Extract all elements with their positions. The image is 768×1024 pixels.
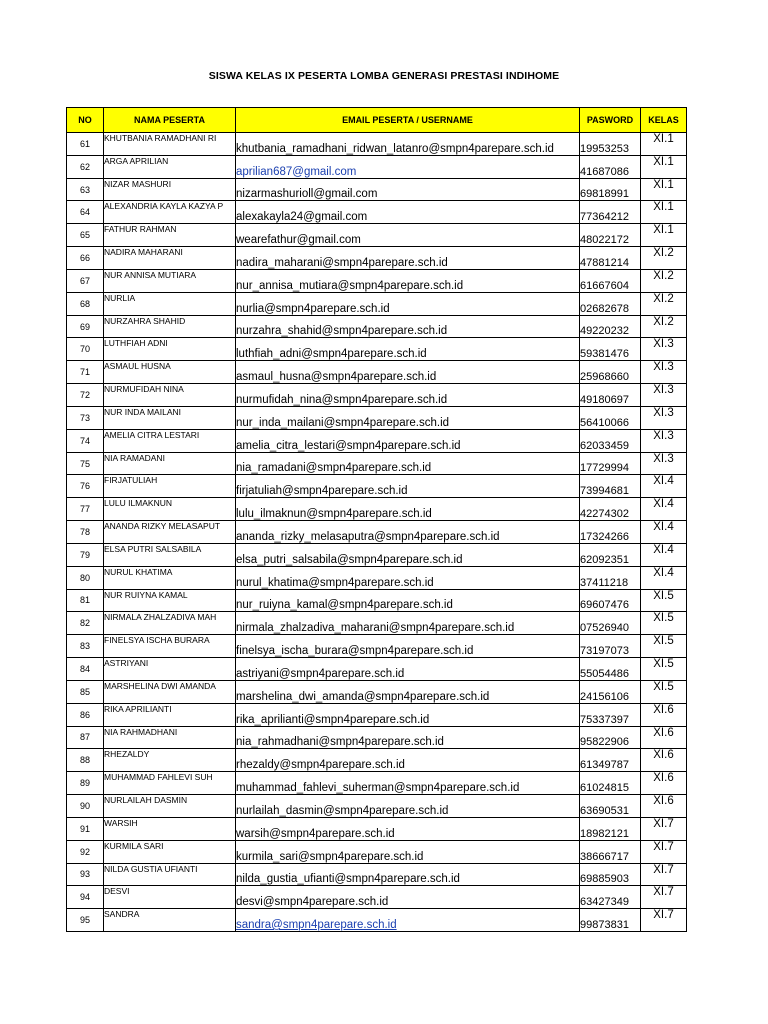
- cell-email: elsa_putri_salsabila@smpn4parepare.sch.id: [236, 543, 580, 566]
- header-no: NO: [67, 108, 104, 133]
- cell-nama-peserta: KURMILA SARI: [104, 840, 236, 863]
- cell-no: 67: [67, 269, 104, 292]
- cell-email: alexakayla24@gmail.com: [236, 201, 580, 224]
- cell-kelas: XI.3: [641, 406, 687, 429]
- cell-no: 79: [67, 543, 104, 566]
- cell-kelas: XI.3: [641, 338, 687, 361]
- table-row: [67, 498, 687, 521]
- cell-pasword: 02682678: [580, 292, 641, 315]
- table-row: [67, 178, 687, 201]
- cell-kelas: XI.7: [641, 817, 687, 840]
- cell-email: rhezaldy@smpn4parepare.sch.id: [236, 749, 580, 772]
- cell-pasword: 75337397: [580, 703, 641, 726]
- cell-email: ananda_rizky_melasaputra@smpn4parepare.sch.id: [236, 521, 580, 544]
- header-kelas: KELAS: [641, 108, 687, 133]
- cell-nama-peserta: ANANDA RIZKY MELASAPUT: [104, 521, 236, 544]
- cell-kelas: XI.7: [641, 886, 687, 909]
- cell-email: warsih@smpn4parepare.sch.id: [236, 817, 580, 840]
- header-nama-peserta: NAMA PESERTA: [104, 108, 236, 133]
- cell-kelas: XI.7: [641, 840, 687, 863]
- table-row: [67, 155, 687, 178]
- cell-kelas: XI.3: [641, 429, 687, 452]
- cell-pasword: 99873831: [580, 909, 641, 932]
- cell-email: marshelina_dwi_amanda@smpn4parepare.sch.id: [236, 680, 580, 703]
- cell-email: lulu_ilmaknun@smpn4parepare.sch.id: [236, 498, 580, 521]
- cell-pasword: 69818991: [580, 178, 641, 201]
- cell-kelas: XI.6: [641, 749, 687, 772]
- cell-kelas: XI.1: [641, 178, 687, 201]
- cell-no: 73: [67, 406, 104, 429]
- cell-nama-peserta: ELSA PUTRI SALSABILA: [104, 543, 236, 566]
- document-title: SISWA KELAS IX PESERTA LOMBA GENERASI PRESTASI INDIHOME: [208, 70, 560, 82]
- table-row: [67, 589, 687, 612]
- cell-email[interactable]: aprilian687@gmail.com: [236, 155, 580, 178]
- cell-no: 78: [67, 521, 104, 544]
- cell-kelas: XI.7: [641, 863, 687, 886]
- cell-nama-peserta: ARGA APRILIAN: [104, 155, 236, 178]
- cell-pasword: 56410066: [580, 406, 641, 429]
- table-row: [67, 840, 687, 863]
- cell-email: nizarmashurioll@gmail.com: [236, 178, 580, 201]
- cell-kelas: XI.4: [641, 543, 687, 566]
- table-row: [67, 384, 687, 407]
- cell-email: nia_rahmadhani@smpn4parepare.sch.id: [236, 726, 580, 749]
- cell-kelas: XI.6: [641, 795, 687, 818]
- table-row: [67, 886, 687, 909]
- cell-kelas: XI.2: [641, 269, 687, 292]
- table-row: [67, 315, 687, 338]
- cell-pasword: 07526940: [580, 612, 641, 635]
- cell-nama-peserta: SANDRA: [104, 909, 236, 932]
- cell-no: 91: [67, 817, 104, 840]
- cell-pasword: 95822906: [580, 726, 641, 749]
- table-row: [67, 749, 687, 772]
- cell-pasword: 61024815: [580, 772, 641, 795]
- cell-no: 75: [67, 452, 104, 475]
- cell-nama-peserta: RHEZALDY: [104, 749, 236, 772]
- cell-email: asmaul_husna@smpn4parepare.sch.id: [236, 361, 580, 384]
- table-row: [67, 247, 687, 270]
- cell-email: nur_inda_mailani@smpn4parepare.sch.id: [236, 406, 580, 429]
- cell-kelas: XI.3: [641, 361, 687, 384]
- cell-pasword: 42274302: [580, 498, 641, 521]
- cell-no: 83: [67, 635, 104, 658]
- cell-kelas: XI.5: [641, 658, 687, 681]
- cell-email: luthfiah_adni@smpn4parepare.sch.id: [236, 338, 580, 361]
- cell-no: 80: [67, 566, 104, 589]
- table-row: [67, 817, 687, 840]
- cell-kelas: XI.4: [641, 475, 687, 498]
- cell-email: amelia_citra_lestari@smpn4parepare.sch.id: [236, 429, 580, 452]
- cell-no: 71: [67, 361, 104, 384]
- cell-kelas: XI.2: [641, 315, 687, 338]
- cell-nama-peserta: NIA RAHMADHANI: [104, 726, 236, 749]
- cell-kelas: XI.7: [641, 909, 687, 932]
- cell-nama-peserta: NURLAILAH DASMIN: [104, 795, 236, 818]
- cell-no: 77: [67, 498, 104, 521]
- cell-kelas: XI.6: [641, 772, 687, 795]
- cell-kelas: XI.4: [641, 566, 687, 589]
- cell-pasword: 62033459: [580, 429, 641, 452]
- table-row: [67, 543, 687, 566]
- cell-no: 72: [67, 384, 104, 407]
- cell-email: nia_ramadani@smpn4parepare.sch.id: [236, 452, 580, 475]
- cell-nama-peserta: DESVI: [104, 886, 236, 909]
- cell-kelas: XI.4: [641, 498, 687, 521]
- cell-no: 88: [67, 749, 104, 772]
- cell-kelas: XI.3: [641, 384, 687, 407]
- table-row: [67, 521, 687, 544]
- cell-pasword: 41687086: [580, 155, 641, 178]
- cell-nama-peserta: FINELSYA ISCHA BURARA: [104, 635, 236, 658]
- cell-nama-peserta: NIRMALA ZHALZADIVA MAH: [104, 612, 236, 635]
- cell-pasword: 19953253: [580, 133, 641, 156]
- cell-no: 82: [67, 612, 104, 635]
- cell-email: khutbania_ramadhani_ridwan_latanro@smpn4parepare.sch.id: [236, 133, 580, 156]
- cell-pasword: 48022172: [580, 224, 641, 247]
- cell-pasword: 77364212: [580, 201, 641, 224]
- cell-nama-peserta: NADIRA MAHARANI: [104, 247, 236, 270]
- cell-kelas: XI.5: [641, 680, 687, 703]
- cell-pasword: 62092351: [580, 543, 641, 566]
- cell-email: desvi@smpn4parepare.sch.id: [236, 886, 580, 909]
- cell-pasword: 63690531: [580, 795, 641, 818]
- cell-nama-peserta: MUHAMMAD FAHLEVI SUH: [104, 772, 236, 795]
- cell-kelas: XI.5: [641, 589, 687, 612]
- cell-no: 65: [67, 224, 104, 247]
- cell-nama-peserta: NIA RAMADANI: [104, 452, 236, 475]
- cell-no: 87: [67, 726, 104, 749]
- cell-pasword: 17729994: [580, 452, 641, 475]
- cell-pasword: 61667604: [580, 269, 641, 292]
- cell-email: nadira_maharani@smpn4parepare.sch.id: [236, 247, 580, 270]
- cell-email: nurlailah_dasmin@smpn4parepare.sch.id: [236, 795, 580, 818]
- cell-email: nurzahra_shahid@smpn4parepare.sch.id: [236, 315, 580, 338]
- cell-no: 93: [67, 863, 104, 886]
- table-row: [67, 658, 687, 681]
- table-row: [67, 772, 687, 795]
- participants-table: [66, 107, 687, 932]
- cell-no: 70: [67, 338, 104, 361]
- cell-nama-peserta: MARSHELINA DWI AMANDA: [104, 680, 236, 703]
- cell-email: nurlia@smpn4parepare.sch.id: [236, 292, 580, 315]
- table-row: [67, 361, 687, 384]
- cell-no: 95: [67, 909, 104, 932]
- cell-nama-peserta: NURZAHRA SHAHID: [104, 315, 236, 338]
- cell-nama-peserta: RIKA APRILIANTI: [104, 703, 236, 726]
- cell-pasword: 73994681: [580, 475, 641, 498]
- table-row: [67, 612, 687, 635]
- cell-pasword: 47881214: [580, 247, 641, 270]
- header-row: [67, 108, 687, 133]
- cell-nama-peserta: NILDA GUSTIA UFIANTI: [104, 863, 236, 886]
- table-body: [67, 133, 687, 932]
- cell-pasword: 25968660: [580, 361, 641, 384]
- cell-no: 64: [67, 201, 104, 224]
- cell-pasword: 69885903: [580, 863, 641, 886]
- cell-nama-peserta: LUTHFIAH ADNI: [104, 338, 236, 361]
- cell-no: 94: [67, 886, 104, 909]
- cell-email: kurmila_sari@smpn4parepare.sch.id: [236, 840, 580, 863]
- table-row: [67, 338, 687, 361]
- cell-no: 86: [67, 703, 104, 726]
- cell-nama-peserta: NURLIA: [104, 292, 236, 315]
- cell-pasword: 61349787: [580, 749, 641, 772]
- cell-no: 92: [67, 840, 104, 863]
- cell-email: muhammad_fahlevi_suherman@smpn4parepare.sch.id: [236, 772, 580, 795]
- cell-nama-peserta: FATHUR RAHMAN: [104, 224, 236, 247]
- table-row: [67, 406, 687, 429]
- table-row: [67, 201, 687, 224]
- header-email-peserta: EMAIL PESERTA / USERNAME: [236, 108, 580, 133]
- table-row: [67, 795, 687, 818]
- cell-pasword: 59381476: [580, 338, 641, 361]
- cell-no: 69: [67, 315, 104, 338]
- cell-email: nirmala_zhalzadiva_maharani@smpn4parepare.sch.id: [236, 612, 580, 635]
- table-row: [67, 863, 687, 886]
- cell-no: 90: [67, 795, 104, 818]
- table-row: [67, 726, 687, 749]
- cell-email: rika_aprilianti@smpn4parepare.sch.id: [236, 703, 580, 726]
- cell-nama-peserta: ALEXANDRIA KAYLA KAZYA P: [104, 201, 236, 224]
- table-row: [67, 224, 687, 247]
- table-row: [67, 292, 687, 315]
- cell-no: 74: [67, 429, 104, 452]
- table-row: [67, 475, 687, 498]
- cell-kelas: XI.1: [641, 224, 687, 247]
- cell-no: 63: [67, 178, 104, 201]
- cell-nama-peserta: ASMAUL HUSNA: [104, 361, 236, 384]
- cell-email: nur_annisa_mutiara@smpn4parepare.sch.id: [236, 269, 580, 292]
- cell-kelas: XI.5: [641, 612, 687, 635]
- cell-kelas: XI.6: [641, 703, 687, 726]
- cell-no: 66: [67, 247, 104, 270]
- cell-email: finelsya_ischa_burara@smpn4parepare.sch.id: [236, 635, 580, 658]
- cell-nama-peserta: AMELIA CITRA LESTARI: [104, 429, 236, 452]
- table-row: [67, 133, 687, 156]
- cell-pasword: 18982121: [580, 817, 641, 840]
- cell-email: astriyani@smpn4parepare.sch.id: [236, 658, 580, 681]
- cell-email: firjatuliah@smpn4parepare.sch.id: [236, 475, 580, 498]
- cell-pasword: 55054486: [580, 658, 641, 681]
- cell-kelas: XI.3: [641, 452, 687, 475]
- cell-no: 61: [67, 133, 104, 156]
- table-row: [67, 269, 687, 292]
- cell-email: wearefathur@gmail.com: [236, 224, 580, 247]
- cell-pasword: 38666717: [580, 840, 641, 863]
- cell-kelas: XI.1: [641, 155, 687, 178]
- cell-nama-peserta: NIZAR MASHURI: [104, 178, 236, 201]
- cell-kelas: XI.5: [641, 635, 687, 658]
- cell-no: 81: [67, 589, 104, 612]
- cell-nama-peserta: WARSIH: [104, 817, 236, 840]
- cell-no: 76: [67, 475, 104, 498]
- cell-pasword: 49220232: [580, 315, 641, 338]
- table-row: [67, 909, 687, 932]
- table-row: [67, 566, 687, 589]
- cell-pasword: 49180697: [580, 384, 641, 407]
- cell-no: 68: [67, 292, 104, 315]
- cell-pasword: 24156106: [580, 680, 641, 703]
- cell-nama-peserta: ASTRIYANI: [104, 658, 236, 681]
- table-row: [67, 429, 687, 452]
- cell-nama-peserta: NUR RUIYNA KAMAL: [104, 589, 236, 612]
- cell-nama-peserta: FIRJATULIAH: [104, 475, 236, 498]
- cell-kelas: XI.2: [641, 292, 687, 315]
- cell-nama-peserta: NUR INDA MAILANI: [104, 406, 236, 429]
- cell-nama-peserta: NUR ANNISA MUTIARA: [104, 269, 236, 292]
- cell-pasword: 63427349: [580, 886, 641, 909]
- cell-nama-peserta: LULU ILMAKNUN: [104, 498, 236, 521]
- cell-pasword: 69607476: [580, 589, 641, 612]
- cell-no: 62: [67, 155, 104, 178]
- cell-kelas: XI.1: [641, 133, 687, 156]
- cell-no: 89: [67, 772, 104, 795]
- cell-email: nurmufidah_nina@smpn4parepare.sch.id: [236, 384, 580, 407]
- header-pasword: PASWORD: [580, 108, 641, 133]
- cell-kelas: XI.4: [641, 521, 687, 544]
- table-row: [67, 680, 687, 703]
- cell-nama-peserta: NURMUFIDAH NINA: [104, 384, 236, 407]
- cell-no: 84: [67, 658, 104, 681]
- cell-pasword: 73197073: [580, 635, 641, 658]
- cell-email: nilda_gustia_ufianti@smpn4parepare.sch.id: [236, 863, 580, 886]
- cell-kelas: XI.6: [641, 726, 687, 749]
- cell-email: nur_ruiyna_kamal@smpn4parepare.sch.id: [236, 589, 580, 612]
- table-row: [67, 703, 687, 726]
- table-row: [67, 452, 687, 475]
- cell-kelas: XI.1: [641, 201, 687, 224]
- cell-nama-peserta: KHUTBANIA RAMADHANI RI: [104, 133, 236, 156]
- cell-kelas: XI.2: [641, 247, 687, 270]
- table-row: [67, 635, 687, 658]
- cell-email[interactable]: sandra@smpn4parepare.sch.id: [236, 909, 580, 932]
- cell-no: 85: [67, 680, 104, 703]
- cell-nama-peserta: NURUL KHATIMA: [104, 566, 236, 589]
- cell-pasword: 17324266: [580, 521, 641, 544]
- cell-email: nurul_khatima@smpn4parepare.sch.id: [236, 566, 580, 589]
- cell-pasword: 37411218: [580, 566, 641, 589]
